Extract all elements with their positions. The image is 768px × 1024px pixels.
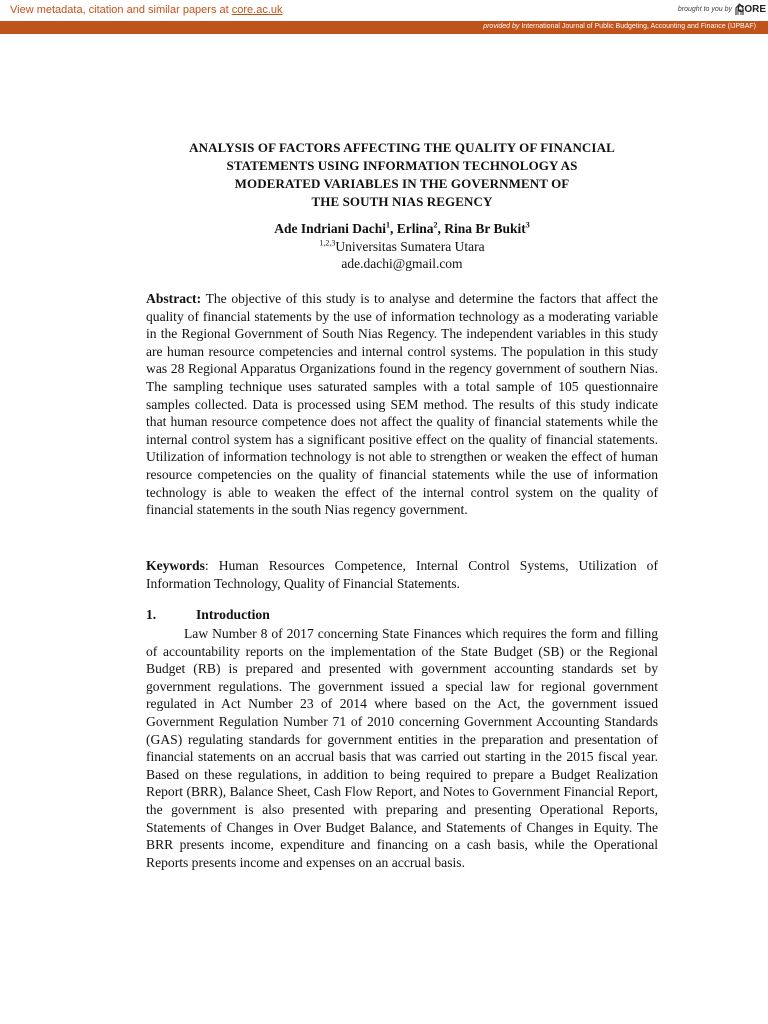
keywords-text: : Human Resources Competence, Internal Control Systems, Utilization of Information Technology, Quality of Financial Statements. [146,558,658,591]
abstract-text: The objective of this study is to analyse and determine the factors that affect the quality of financial statements by the use of information technology as a moderating variable in the Regional Government of South Nias Regency. The independent variables in this study are human resource competencies and internal control systems. The population in this study was 28 Regional Apparatus Organizations found in the regency government of southern Nias. The sampling technique uses saturated samples with a total sample of 105 questionnaire samples collected. Data is processed using SEM method. The results of this study indicate that human resource competence does not affect the quality of financial statements while the internal control system has a significant positive effect on the quality of financial statements. Utilization of information technology is not able to strengthen or weaken the effect of human resource competencies on the quality of financial statements while the use of information technology is able to weaken the effect of the internal control system on the quality of financial statements in the south Nias regency government. [146,291,658,518]
core-link[interactable]: core.ac.uk [231,4,283,16]
metadata-text: View metadata, citation and similar papers at [10,4,232,16]
provided-prefix: provided by [483,23,520,30]
core-logo-label[interactable]: CORE [737,4,766,15]
title-line: THE SOUTH NIAS REGENCY [311,194,493,209]
author-sup: 2 [433,220,438,230]
author-email: ade.dachi@gmail.com [341,256,463,271]
section-heading [146,607,270,623]
abstract-label: Abstract: [146,291,202,306]
brought-by-text: brought to you by [677,6,732,13]
keywords-label: Keywords [146,558,205,573]
core-banner [0,0,768,22]
title-line: MODERATED VARIABLES IN THE GOVERNMENT OF [234,176,570,191]
author-sup: 3 [525,220,530,230]
paper-title [130,139,674,211]
section-title: Introduction [196,607,270,622]
provider-bar [0,22,768,34]
author-name: Rina Br Bukit [444,221,526,236]
provider-source: International Journal of Public Budgeting, Accounting and Finance (IJPBAF) [521,23,756,30]
affiliation-name: Universitas Sumatera Utara [335,239,485,254]
author-name: Ade Indriani Dachi [274,221,386,236]
metadata-notice [10,4,283,16]
author-sup: 1 [385,220,390,230]
section-number: 1. [146,607,157,622]
author-list: Ade Indriani Dachi$^1$, Erlina$^2$, Rina Br Bukit$^3$ [274,220,530,236]
affiliation [130,239,674,255]
author-name: Erlina [396,221,434,236]
title-line: STATEMENTS USING INFORMATION TECHNOLOGY AS [226,158,578,173]
keywords [146,557,658,592]
provider-text [483,23,756,30]
introduction-paragraph: Law Number 8 of 2017 concerning State Finances which requires the form and filling of accountability reports on the implementation of the State Budget (SB) or the Regional Budget (RB) is prepared and presented with government accounting standards set by government regulations. The government issued a special law for regional government regulated in Act Number 23 of 2014 where based on the Act, the government issued Government Regulation Number 71 of 2010 concerning Government Accounting Standards (GAS) regulating standards for government entities in the preparation and presentation of financial statements on an accrual basis that was carried out starting in the 2015 fiscal year. Based on these regulations, in addition to being required to prepare a Budget Realization Report (BRR), Balance Sheet, Cash Flow Report, and Notes to Government Financial Report, the government is also presented with preparing and presenting Operational Reports, Statements of Changes in Over Budget Balance, and Statements of Changes in Equity. The BRR presents income, expenditure and financing on a cash basis, while the Operational Reports presents income and expenses on an accrual basis. [146,626,658,870]
abstract [146,290,658,519]
affiliation-sup: 1,2,3 [319,238,336,248]
title-line: ANALYSIS OF FACTORS AFFECTING THE QUALITY OF FINANCIAL [189,140,615,155]
